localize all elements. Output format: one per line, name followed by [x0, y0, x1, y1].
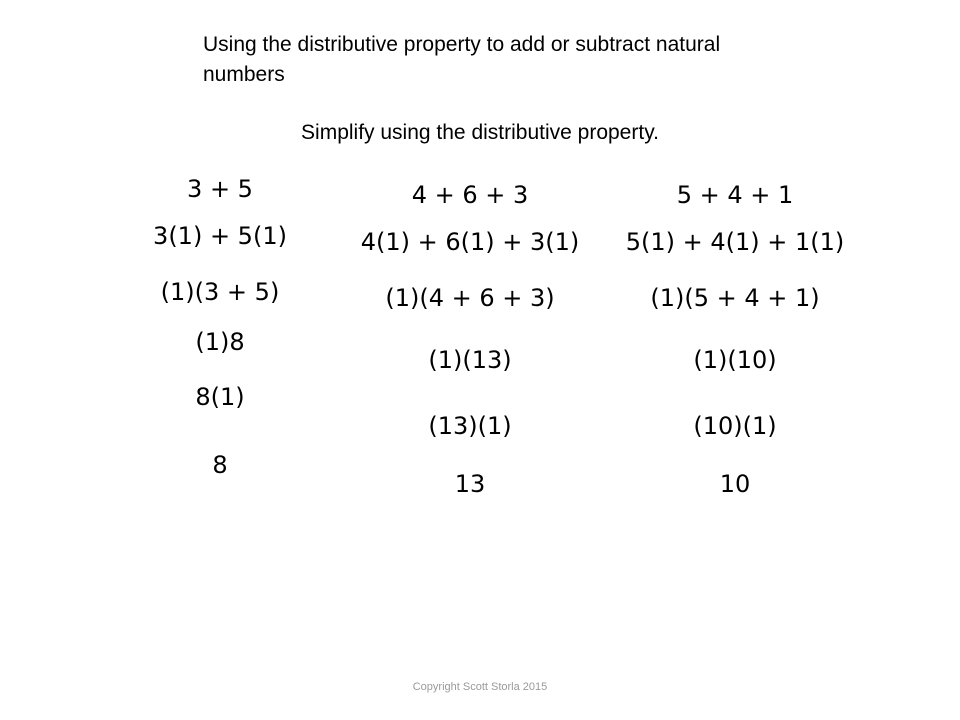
copyright-notice: Copyright Scott Storla 2015 [412, 681, 548, 693]
col3-step3-expression: (1)(5 + 4 + 1) [650, 284, 820, 312]
col1-step2-expression: 3(1) + 5(1) [153, 222, 287, 250]
col1-step1-expression: 3 + 5 [187, 175, 253, 203]
col3-result: 10 [719, 470, 751, 498]
col1-step4-expression: (1)8 [195, 328, 245, 356]
col2-result: 13 [454, 470, 486, 498]
slide-title: Using the distributive property to add or subtract natural numbers [203, 33, 721, 86]
col1-result: 8 [212, 451, 228, 479]
col1-step3-expression: (1)(3 + 5) [160, 278, 280, 306]
col1-step5-expression: 8(1) [195, 383, 245, 411]
col3-step4-expression: (1)(10) [693, 346, 777, 374]
instruction-text: Simplify using the distributive property. [301, 121, 659, 144]
col3-step1-expression: 5 + 4 + 1 [676, 181, 794, 209]
col2-step3-expression: (1)(4 + 6 + 3) [385, 284, 555, 312]
col3-step2-expression: 5(1) + 4(1) + 1(1) [625, 228, 845, 256]
col2-step4-expression: (1)(13) [428, 346, 512, 374]
col3-step5-expression: (10)(1) [693, 412, 777, 440]
col2-step1-expression: 4 + 6 + 3 [411, 181, 529, 209]
col2-step5-expression: (13)(1) [428, 412, 512, 440]
col2-step2-expression: 4(1) + 6(1) + 3(1) [360, 228, 580, 256]
